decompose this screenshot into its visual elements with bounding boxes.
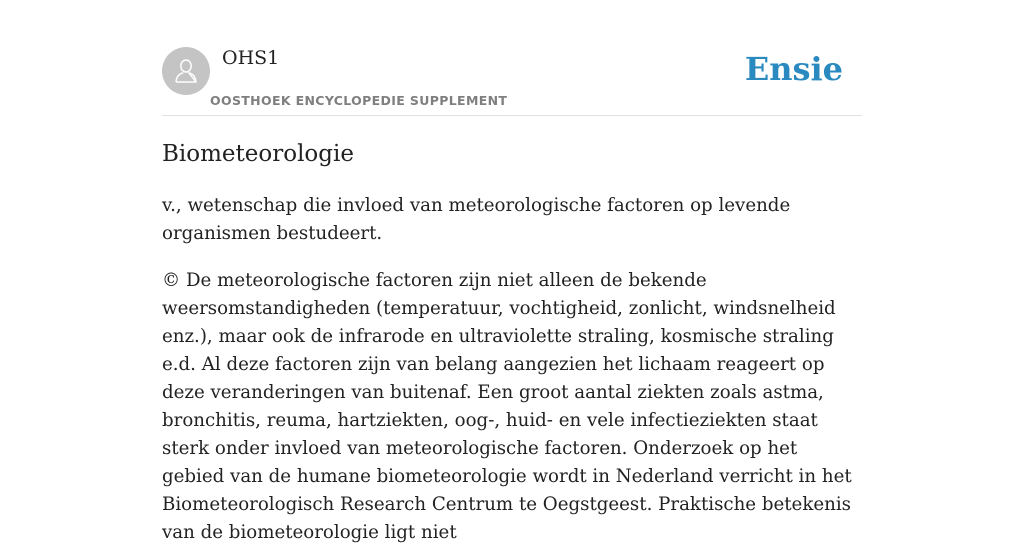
user-icon <box>171 56 201 86</box>
header <box>162 0 862 116</box>
article-paragraph: v., wetenschap die invloed van meteorologische factoren op levende organismen bestudeert. <box>162 195 791 244</box>
article <box>162 138 862 547</box>
article-paragraph: © De meteorologische factoren zijn niet alleen de bekende weersomstandigheden (temperatuur, vochtigheid, zonlicht, windsnelheid enz.), maar ook de infrarode en ultraviolette straling, kosmische straling e.d. Al deze factoren zijn van belang aangezien het lichaam reageert op deze veranderingen van buitenaf. Een groot aantal ziekten zoals astma, bronchitis, reuma, hartziekten, oog-, huid- en vele infectieziekten staat sterk onder invloed van meteorologische factoren. Onderzoek op het gebied van de humane biometeorologie wordt in Nederland verricht in het Biometeorologisch Research Centrum te Oegstgeest. Praktische betekenis van de biometeorologie ligt niet <box>162 270 852 543</box>
publication-name[interactable]: OOSTHOEK ENCYCLOPEDIE SUPPLEMENT <box>210 93 508 108</box>
article-title: Biometeorologie <box>162 141 354 167</box>
avatar[interactable] <box>162 47 210 95</box>
author-name[interactable]: OHS1 <box>222 47 280 69</box>
site-logo[interactable]: Ensie <box>744 50 843 88</box>
